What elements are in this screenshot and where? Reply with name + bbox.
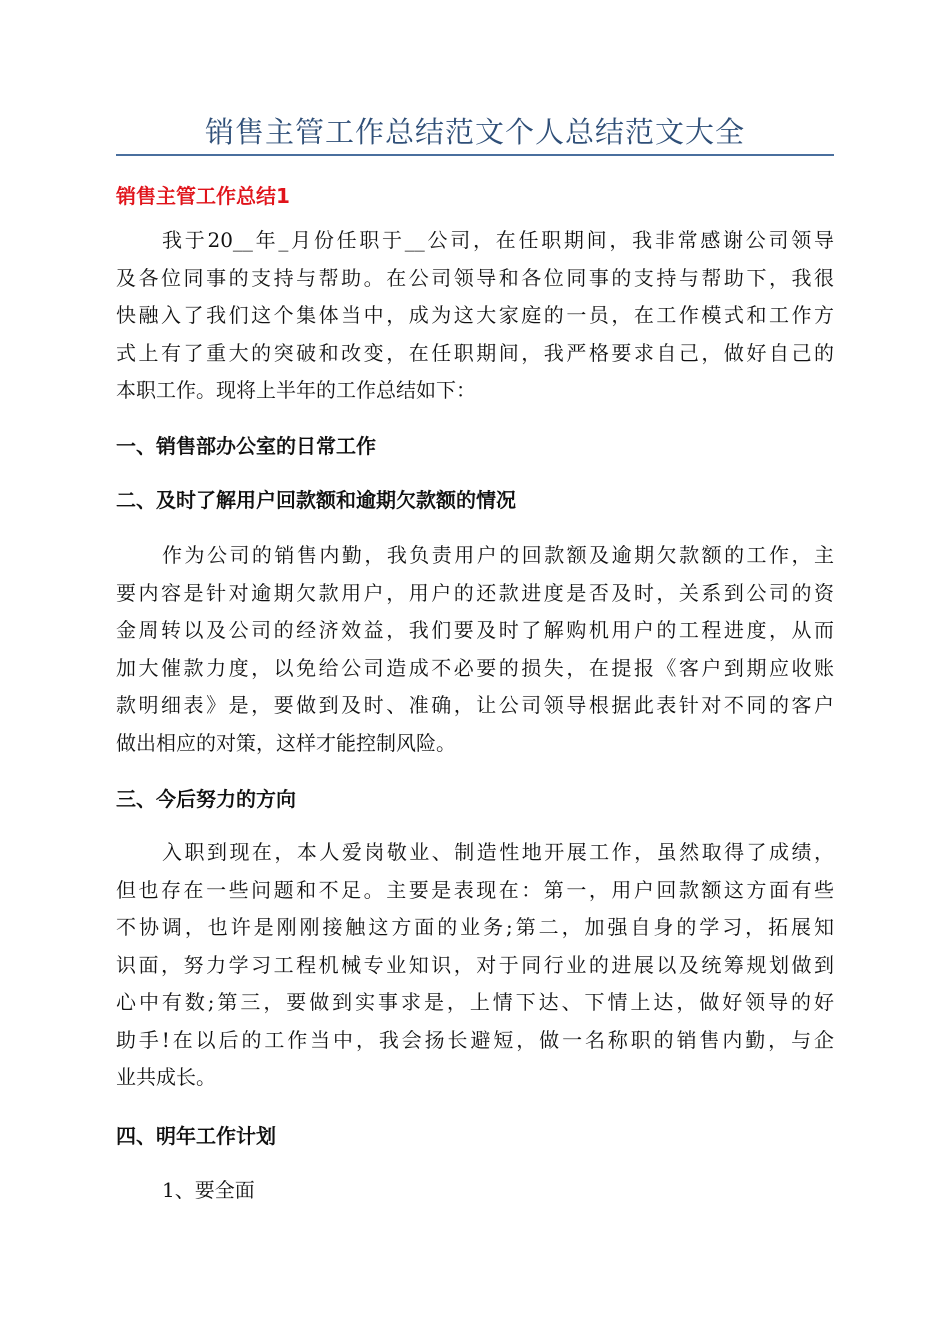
section-subtitle: 销售主管工作总结1 bbox=[116, 184, 290, 208]
paragraph-line: 心中有数;第三，要做到实事求是，上情下达、下情上达，做好领导的好 bbox=[116, 990, 834, 1014]
paragraph-line: 要内容是针对逾期欠款用户，用户的还款进度是否及时，关系到公司的资 bbox=[116, 580, 834, 605]
document-title: 销售主管工作总结范文个人总结范文大全 bbox=[204, 115, 745, 149]
paragraph-line: 业共成长。 bbox=[116, 1065, 216, 1089]
paragraph-line: 快融入了我们这个集体当中，成为这大家庭的一员，在工作模式和工作方 bbox=[116, 303, 834, 327]
paragraph-line: 入职到现在，本人爱岗敬业、制造性地开展工作，虽然取得了成绩， bbox=[162, 840, 834, 864]
future-paragraph bbox=[116, 834, 834, 1097]
paragraph-line: 作为公司的销售内勤，我负责用户的回款额及逾期欠款额的工作，主 bbox=[162, 543, 834, 567]
paragraph-line: 我于20__年_月份任职于__公司，在任职期间，我非常感谢公司领导 bbox=[162, 228, 834, 252]
paragraph-line: 加大催款力度，以免给公司造成不必要的损失，在提报《客户到期应收账 bbox=[116, 655, 834, 680]
heading-daily-work: 一、销售部办公室的日常工作 bbox=[116, 434, 376, 458]
intro-paragraph bbox=[116, 222, 834, 410]
paragraph-line: 本职工作。现将上半年的工作总结如下： bbox=[116, 378, 476, 402]
paragraph-line: 但也存在一些问题和不足。主要是表现在：第一，用户回款额这方面有些 bbox=[116, 877, 834, 902]
paragraph-line: 做出相应的对策，这样才能控制风险。 bbox=[116, 730, 456, 755]
paragraph-line: 识面，努力学习工程机械专业知识，对于同行业的进展以及统筹规划做到 bbox=[116, 952, 834, 977]
paragraph-line: 及各位同事的支持与帮助。在公司领导和各位同事的支持与帮助下，我很 bbox=[116, 265, 834, 290]
title-underline bbox=[116, 154, 834, 156]
heading-next-year-plan: 四、明年工作计划 bbox=[116, 1124, 276, 1148]
paragraph-line: 金周转以及公司的经济效益，我们要及时了解购机用户的工程进度，从而 bbox=[116, 618, 834, 642]
heading-future-direction: 三、今后努力的方向 bbox=[116, 787, 296, 811]
paragraph-line: 不协调，也许是刚刚接触这方面的业务;第二，加强自身的学习，拓展知 bbox=[116, 915, 834, 939]
heading-payment-status: 二、及时了解用户回款额和逾期欠款额的情况 bbox=[116, 488, 516, 512]
plan-item: 1、要全面 bbox=[162, 1178, 255, 1202]
paragraph-line: 款明细表》是，要做到及时、准确，让公司领导根据此表针对不同的客户 bbox=[116, 693, 834, 717]
payment-paragraph bbox=[116, 537, 834, 762]
paragraph-line: 式上有了重大的突破和改变，在任职期间，我严格要求自己，做好自己的 bbox=[116, 340, 834, 365]
paragraph-line: 助手!在以后的工作当中，我会扬长避短，做一名称职的销售内勤，与企 bbox=[116, 1027, 834, 1052]
